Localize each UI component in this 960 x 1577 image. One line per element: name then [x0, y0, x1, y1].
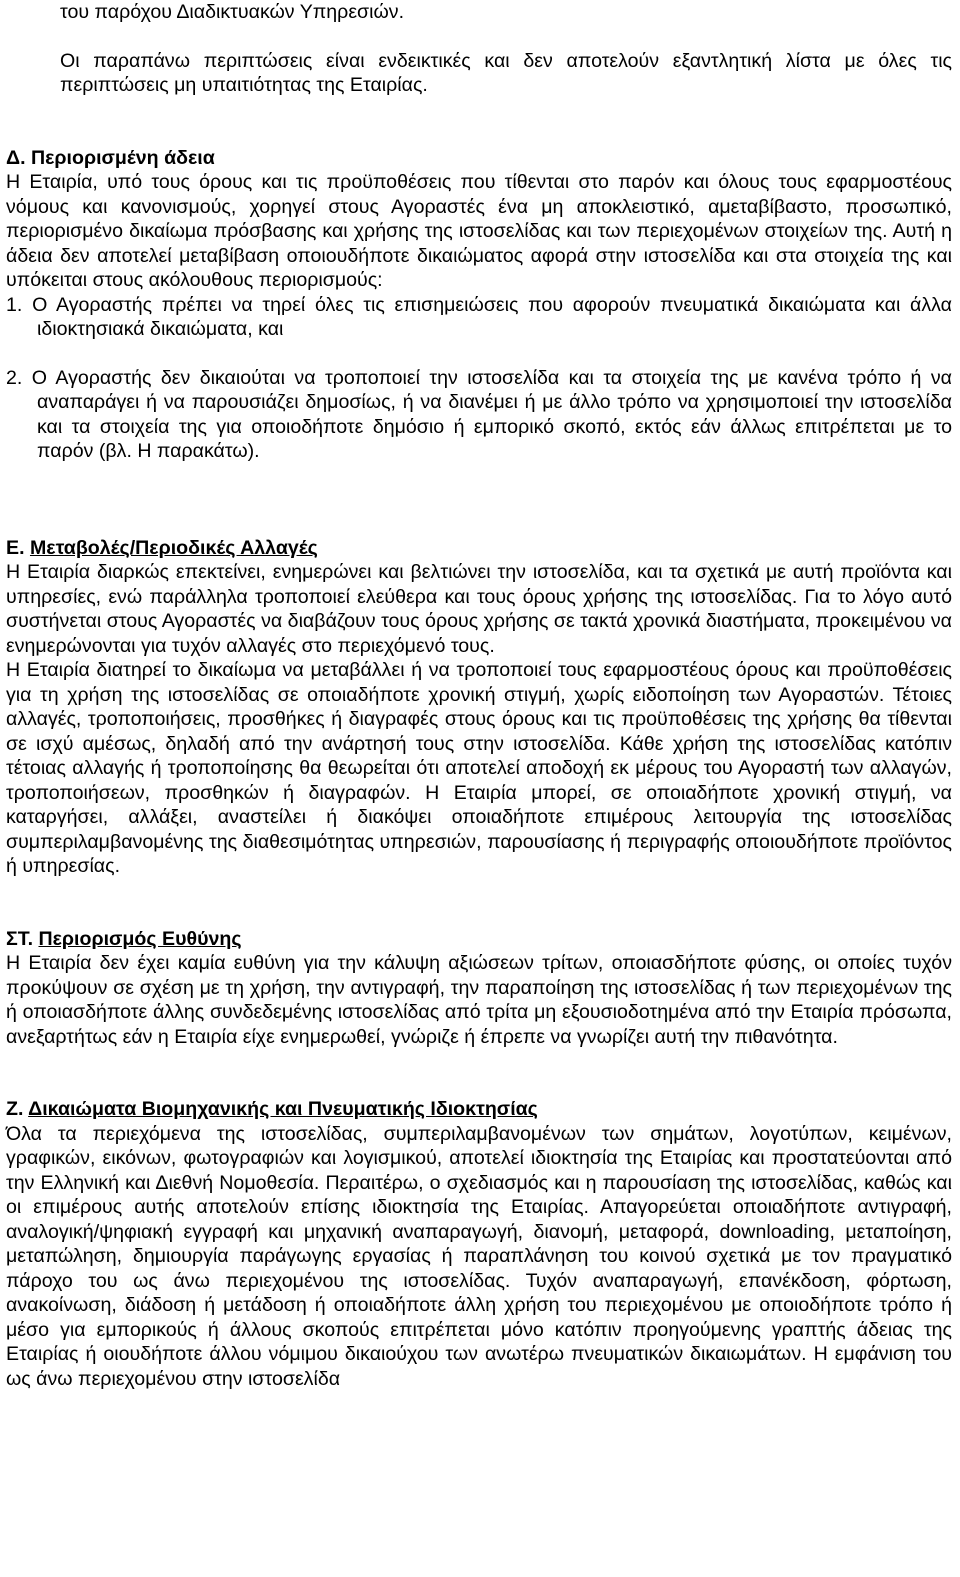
document-page [6, 0, 952, 1391]
section-d-body: Η Εταιρία, υπό τους όρους και τις προϋποθέσεις που τίθενται στο παρόν και όλους τους εφαρμοστέους νόμους και κανονισμούς, χορηγεί στους Αγοραστές ένα μη αποκλειστικό, αμεταβίβαστο, προσωπικό, περιορισμένο δικαίωμα πρόσβασης και χρήσης της ιστοσελίδας και των περιεχομένων στοιχείων της. Αυτή η άδεια δεν αποτελεί μεταβίβαση οποιουδήποτε δικαιώματος αφορά στην ιστοσελίδα και στα στοιχεία της και υπόκειται στους ακόλουθους περιορισμούς: [6, 171, 952, 291]
section-st-body: Η Εταιρία δεν έχει καμία ευθύνη για την κάλυψη αξιώσεων τρίτων, οποιασδήποτε φύσης, οι οποίες τυχόν προκύψουν σε σχέση με τη χρήση, την αντιγραφή, την παραποίηση της ιστοσελίδας ή των περιεχομένων της ή οποιασδήποτε άλλης συνδεδεμένης ιστοσελίδας από τρίτα μη εξουσιοδοτημένα από την Εταιρία πρόσωπα, ανεξαρτήτως εάν η Εταιρία είχε ενημερωθεί, γνώριζε ή έπρεπε να γνωρίζει αυτή την πιθανότητα. [6, 952, 952, 1048]
section-z-heading [6, 1097, 952, 1122]
section-z-body: Όλα τα περιεχόμενα της ιστοσελίδας, συμπεριλαμβανομένων των σημάτων, λογοτύπων, κειμένων, γραφικών, εικόνων, φωτογραφιών και λογισμικού, αποτελεί ιδιοκτησία της Εταιρίας και προστατεύονται από την Ελληνική και Διεθνή Νομοθεσία. Περαιτέρω, ο σχεδιασμός και η παρουσίαση της ιστοσελίδας, καθώς και οι επιμέρους αυτής αποτελούν επίσης ιδιοκτησία της Εταιρίας. Απαγορεύεται οποιαδήποτε αντιγραφή, αναλογική/ψηφιακή εγγραφή και μηχανική αναπαραγωγή, διανομή, μεταφορά, downloading, μεταποίηση, μεταπώληση, δημιουργία παράγωγης εργασίας ή παραπλάνηση του κοινού σχετικά με τον πραγματικό πάροχο του ως άνω περιεχομένου της ιστοσελίδας. Τυχόν αναπαραγωγή, επανέκδοση, φόρτωση, ανακοίνωση, διάδοση ή μετάδοση ή οποιαδήποτε άλλη χρήση του περιεχομένου με οποιοδήποτε τρόπο ή μέσο για εμπορικούς ή άλλους σκοπούς επιτρέπεται μόνο κατόπιν προηγούμενης γραπτής άδειας της Εταιρίας ή οιουδήποτε άλλου νόμιμου δικαιούχου των ανωτέρω πνευματικών δικαιωμάτων. Η εμφάνιση του ως άνω περιεχομένου στην ιστοσελίδα [6, 1122, 952, 1390]
section-d-item-2: 2. Ο Αγοραστής δεν δικαιούται να τροποποιεί την ιστοσελίδα και τα στοιχεία της με κανένα τρόπο ή να αναπαράγει ή να παρουσιάζει δημοσίως, ή να διανέμει ή με άλλο τρόπο να χρησιμοποιεί την ιστοσελίδα και τα στοιχεία της για οποιοδήποτε δημόσιο ή εμπορικό σκοπό, εκτός εάν άλλως επιτρέπεται με το παρόν (βλ. Η παρακάτω). [6, 366, 952, 462]
section-e-title: Μεταβολές/Περιοδικές Αλλαγές [29, 536, 318, 559]
section-st-heading [6, 927, 952, 952]
section-d-title: Περιορισμένη άδεια [30, 146, 215, 169]
section-d-prefix: Δ. [6, 146, 31, 169]
section-e-heading [6, 536, 952, 561]
section-st-prefix: ΣΤ. [6, 927, 39, 950]
section-st-title: Περιορισμός Ευθύνης [38, 927, 242, 950]
section-d-item-1: 1. Ο Αγοραστής πρέπει να τηρεί όλες τις επισημειώσεις που αφορούν πνευματικά δικαιώματα και άλλα ιδιοκτησιακά δικαιώματα, και [6, 293, 952, 340]
section-e-paragraph-1: Η Εταιρία διαρκώς επεκτείνει, ενημερώνει και βελτιώνει την ιστοσελίδα, και τα σχετικά με αυτή προϊόντα και υπηρεσίες, ενώ παράλληλα τροποποιεί ελεύθερα και τους όρους χρήσης της ιστοσελίδας. Για το λόγο αυτό συστήνεται στους Αγοραστές να διαβάζουν τους όρους χρήσης σε τακτά χρονικά διαστήματα, προκειμένου να ενημερώνονται για τυχόν αλλαγές στο περιεχόμενό τους. [6, 561, 952, 657]
intro-note: Οι παραπάνω περιπτώσεις είναι ενδεικτικές και δεν αποτελούν εξαντλητική λίστα με όλες τις περιπτώσεις μη υπαιτιότητας της Εταιρίας. [60, 49, 952, 96]
section-z-prefix: Ζ. [6, 1098, 29, 1120]
section-e-prefix: Ε. [6, 536, 30, 559]
intro-line-tail: του παρόχου Διαδικτυακών Υπηρεσιών. [60, 1, 405, 23]
section-d-heading [6, 146, 952, 171]
section-z-title: Δικαιώματα Βιομηχανικής και Πνευματικής Ιδιοκτησίας [28, 1098, 538, 1120]
section-e-paragraph-2: Η Εταιρία διατηρεί το δικαίωμα να μεταβάλλει ή να τροποποιεί τους εφαρμοστέους όρους και προϋποθέσεις για τη χρήση της ιστοσελίδας σε οποιαδήποτε χρονική στιγμή, χωρίς ειδοποίηση των Αγοραστών. Τέτοιες αλλαγές, τροποποιήσεις, προσθήκες ή διαγραφές στους όρους και τις προϋποθέσεις της χρήσης θα τίθενται σε ισχύ αμέσως, δηλαδή από την ανάρτησή τους στην ιστοσελίδα. Κάθε χρήση της ιστοσελίδας κατόπιν τέτοιας αλλαγής ή τροποποίησης θα θεωρείται ότι αποτελεί αποδοχή εκ μέρους του Αγοραστή των αλλαγών, τροποποιήσεων, προσθηκών ή διαγραφών. Η Εταιρία μπορεί, σε οποιαδήποτε χρονική στιγμή, να καταργήσει, αλλάξει, αναστείλει ή διακόψει οποιαδήποτε επιμέρους λειτουργία της ιστοσελίδας συμπεριλαμβανομένης της διαθεσιμότητας υπηρεσιών, παρουσίασης ή περιγραφής οποιουδήποτε προϊόντος ή υπηρεσίας. [6, 659, 952, 877]
